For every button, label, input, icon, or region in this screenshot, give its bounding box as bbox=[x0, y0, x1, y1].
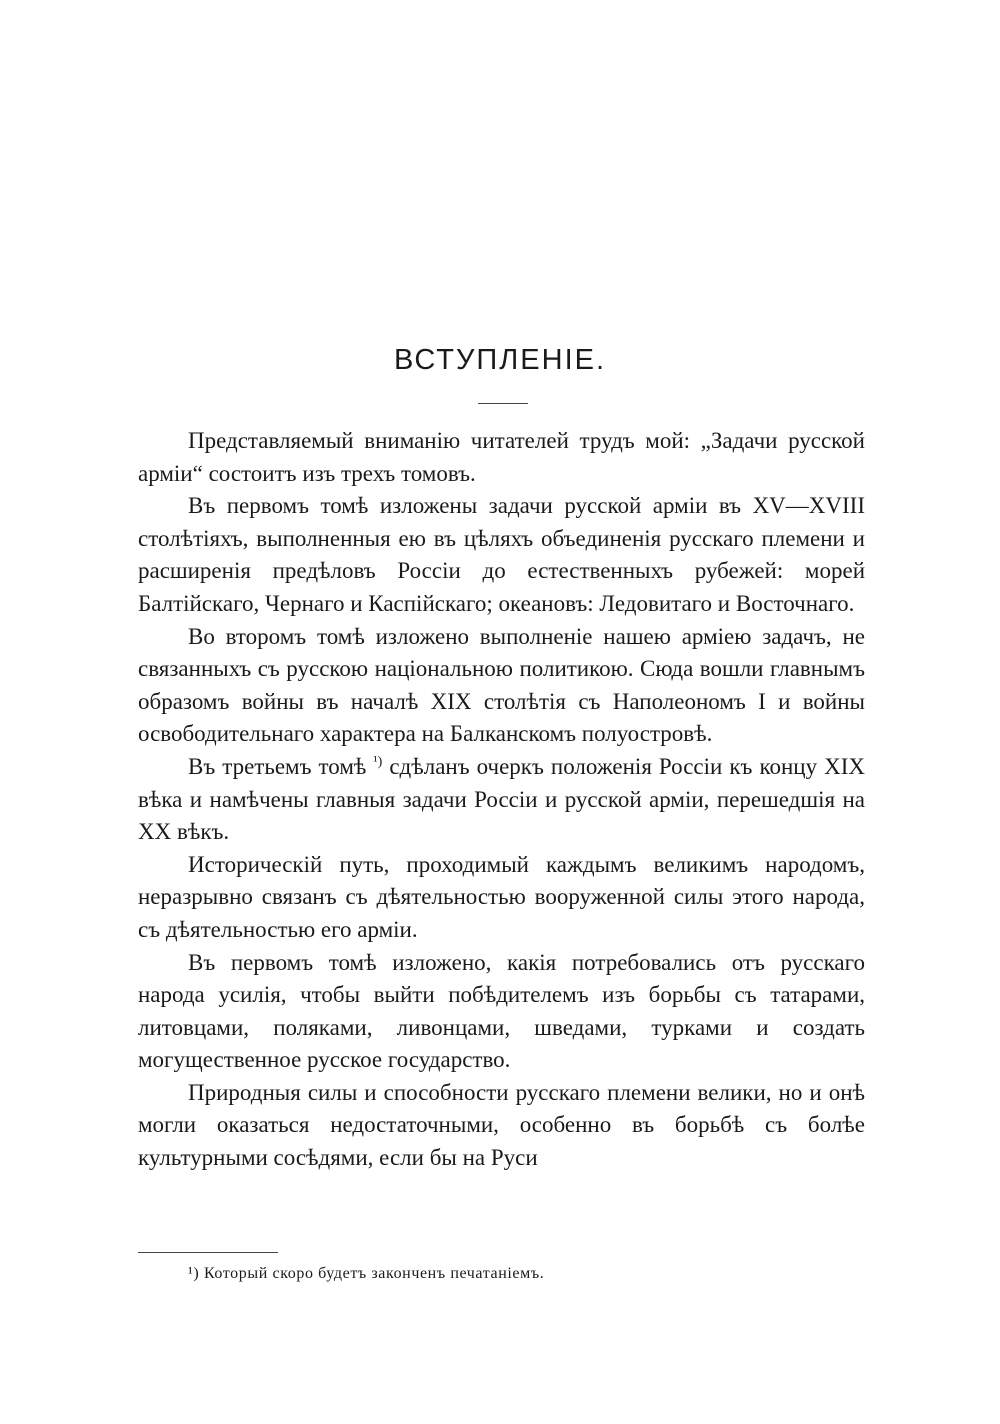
footnote bbox=[188, 1262, 544, 1286]
body-text bbox=[138, 425, 865, 1175]
paragraph-6: Въ первомъ томѣ изложено, какія потребовались отъ русскаго народа усилія, чтобы выйти побѣдителемъ изъ борьбы съ татарами, литовцами, поляками, ливонцами, шведами, турками и создать могущественное русское государство. bbox=[138, 949, 865, 1073]
paragraph-5: Историческій путь, проходимый каждымъ великимъ народомъ, неразрывно связанъ съ дѣятельностью вооруженной силы этого народа, съ дѣятельностью его арміи. bbox=[138, 851, 865, 942]
paragraph-3: Во второмъ томѣ изложено выполненіе нашею арміею задачъ, не связанныхъ съ русскою національною политикою. Сюда вошли главнымъ образомъ войны въ началѣ XIX столѣтія съ Наполеономъ I и войны освободительнаго характера на Балканскомъ полуостровѣ. bbox=[138, 623, 865, 747]
paragraph-1: Представляемый вниманію читателей трудъ мой: „Задачи русской арміи“ состоитъ изъ трехъ томовъ. bbox=[138, 428, 865, 486]
title-divider bbox=[478, 403, 528, 404]
footnote-divider bbox=[138, 1252, 278, 1253]
footnote-mark: ¹) bbox=[188, 1265, 200, 1282]
footnote-reference[interactable]: ¹) bbox=[373, 754, 383, 770]
chapter-title: ВСТУПЛЕНІЕ. bbox=[393, 344, 607, 376]
paragraph-4-rest: сдѣланъ очеркъ положенія Россіи къ концу XIX вѣка и намѣчены главныя задачи Россіи и русской арміи, перешедшія на XX вѣкъ. bbox=[138, 753, 865, 845]
paragraph-2: Въ первомъ томѣ изложены задачи русской арміи въ XV—XVIII столѣтіяхъ, выполненныя ею въ цѣляхъ объединенія русскаго племени и расширенія предѣловъ Россіи до естественныхъ рубежей: морей Балтійскаго, Чернаго и Каспійскаго; океановъ: Ледовитаго и Восточнаго. bbox=[138, 493, 865, 616]
paragraph-4 bbox=[138, 751, 865, 849]
paragraph-4-start: Въ третьемъ томѣ bbox=[188, 753, 367, 779]
paragraph-7: Природныя силы и способности русскаго племени велики, но и онѣ могли оказаться недостаточными, особенно въ борьбѣ съ болѣе культурными сосѣдями, если бы на Руси bbox=[138, 1079, 865, 1171]
footnote-text: Который скоро будетъ законченъ печатаніемъ. bbox=[203, 1265, 545, 1282]
